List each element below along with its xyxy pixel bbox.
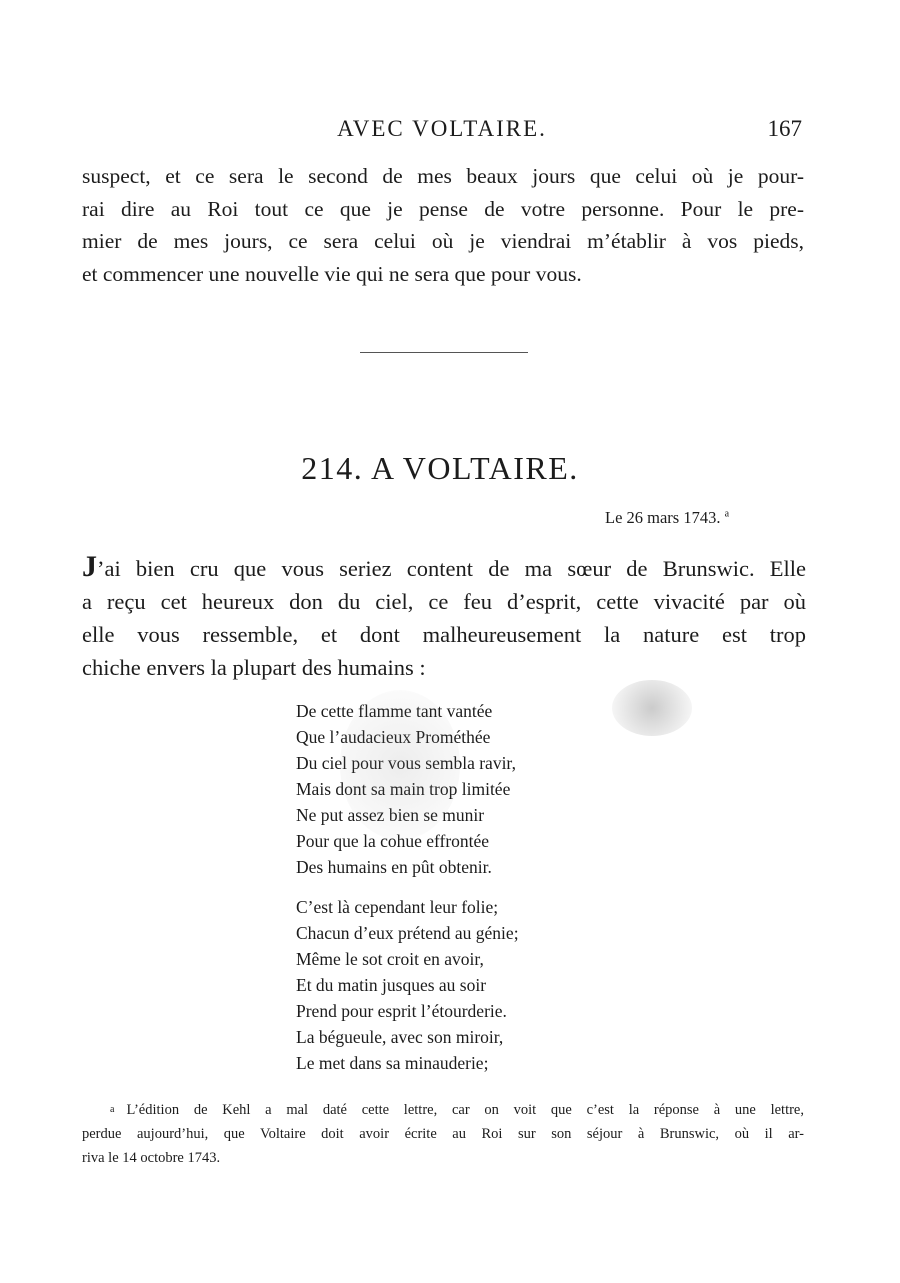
verse-line: C’est là cependant leur folie;: [296, 897, 499, 917]
verse-line: De cette flamme tant vantée: [296, 701, 493, 721]
text-line: [82, 550, 806, 585]
footnote-text: L’édition de Kehl a mal daté cette lettre, car on voit que c’est la réponse à une lettre,: [126, 1102, 804, 1118]
running-head-title: AVEC VOLTAIRE.: [337, 116, 547, 141]
first-line-text: ’ai bien cru que vous seriez content de ma sœur de Brunswic. Elle: [97, 556, 806, 581]
footnote-line: riva le 14 octobre 1743.: [82, 1150, 221, 1166]
text-line: chiche envers la plupart des humains :: [82, 655, 426, 680]
section-divider: [360, 352, 528, 353]
verse-line: Chacun d’eux prétend au génie;: [296, 923, 519, 943]
verse-line: Pour que la cohue effrontée: [296, 831, 490, 851]
text-line: mier de mes jours, ce sera celui où je viendrai m’établir à vos pieds,: [82, 229, 804, 253]
footnote-line: [82, 1098, 804, 1122]
running-head: [82, 116, 802, 148]
footnote-reference: a: [724, 508, 730, 520]
drop-cap: J: [82, 550, 97, 583]
footnote-mark: a: [110, 1104, 115, 1115]
verse-line: Le met dans sa minauderie;: [296, 1053, 489, 1073]
letter-body-paragraph: [82, 550, 806, 684]
text-line: suspect, et ce sera le second de mes beaux jours que celui où je pour-: [82, 164, 804, 188]
verse-stanza-2: [296, 894, 636, 1076]
verse-line: Ne put assez bien se munir: [296, 805, 485, 825]
paper-stain: [340, 690, 460, 840]
paper-stain: [612, 680, 692, 736]
verse-line: Des humains en pût obtenir.: [296, 857, 492, 877]
footnote: [82, 1098, 804, 1170]
letter-heading: 214. A VOLTAIRE.: [301, 450, 579, 486]
text-line: a reçu cet heureux don du ciel, ce feu d’esprit, cette vivacité par où: [82, 589, 806, 614]
letter-date-text: Le 26 mars 1743.: [605, 508, 721, 527]
verse-line: Prend pour esprit l’étourderie.: [296, 1001, 507, 1021]
text-line: rai dire au Roi tout ce que je pense de votre personne. Pour le pre-: [82, 196, 804, 221]
letter-date: [605, 508, 729, 528]
page-number: 167: [767, 116, 802, 141]
text-line: et commencer une nouvelle vie qui ne sera que pour vous.: [82, 261, 582, 286]
continuation-paragraph: [82, 160, 804, 290]
verse-line: Et du matin jusques au soir: [296, 975, 487, 995]
footnote-line: perdue aujourd’hui, que Voltaire doit avoir écrite au Roi sur son séjour à Brunswic, où il ar-: [82, 1126, 804, 1142]
verse-line: Même le sot croit en avoir,: [296, 949, 484, 969]
verse-line: Du ciel pour vous sembla ravir,: [296, 753, 516, 773]
verse-line: Que l’audacieux Prométhée: [296, 727, 491, 747]
verse-line: La bégueule, avec son miroir,: [296, 1027, 504, 1047]
text-line: elle vous ressemble, et dont malheureusement la nature est trop: [82, 622, 806, 647]
verse-line: Mais dont sa main trop limitée: [296, 779, 511, 799]
